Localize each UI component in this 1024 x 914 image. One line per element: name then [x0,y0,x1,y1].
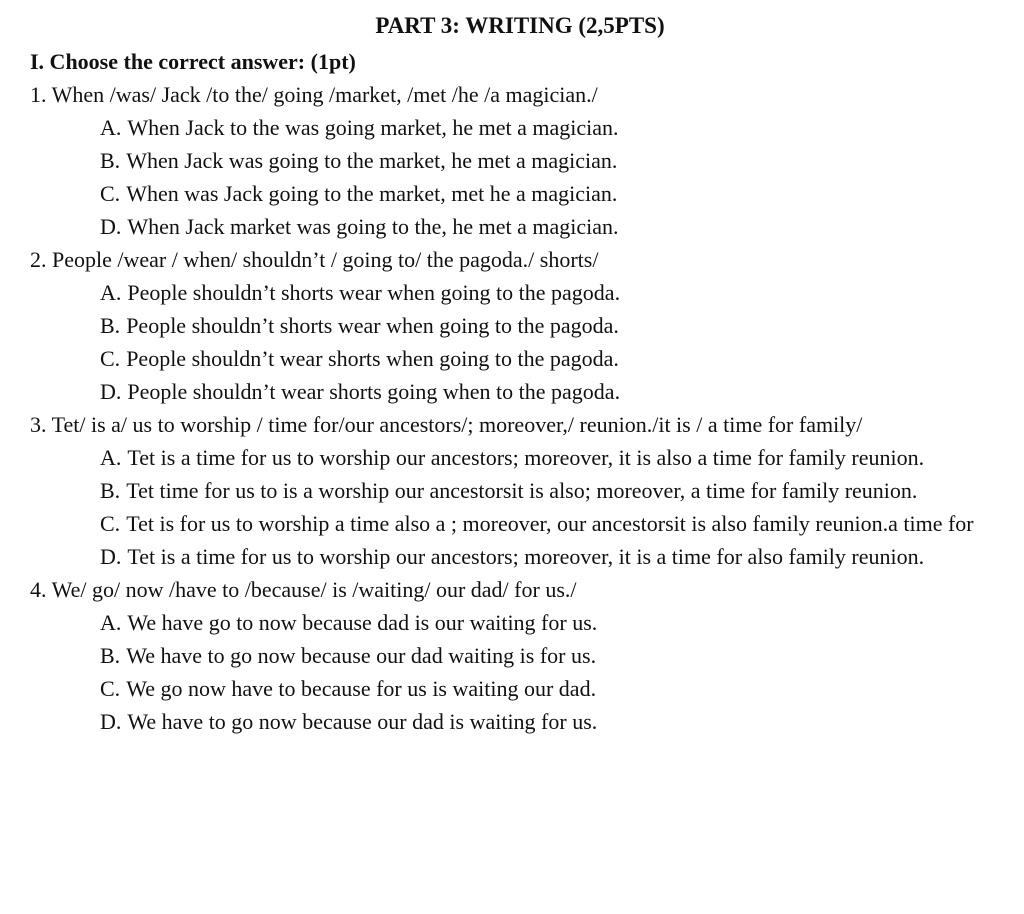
option-letter: D. [100,544,122,569]
options-list [30,276,1010,408]
question-1 [30,78,1010,243]
page-title: PART 3: WRITING (2,5PTS) [375,13,665,38]
option-letter: C. [100,346,121,371]
option-letter: A. [100,115,122,140]
option-letter: A. [100,445,122,470]
option-letter: D. [100,379,122,404]
option-text: Tet is a time for us to worship our ancestors; moreover, it is a time for also family reunion. [127,544,925,569]
question-3 [30,408,1010,573]
option-letter: D. [100,709,122,734]
option-a[interactable] [30,111,1010,144]
option-letter: A. [100,280,122,305]
option-d[interactable] [30,210,1010,243]
option-a[interactable] [30,441,1010,474]
option-c[interactable] [30,177,1010,210]
option-letter: B. [100,478,121,503]
option-d[interactable] [30,375,1010,408]
option-letter: D. [100,214,122,239]
option-c[interactable] [30,342,1010,375]
options-list [30,111,1010,243]
option-c[interactable] [30,507,1010,540]
options-list [30,606,1010,738]
option-letter: A. [100,610,122,635]
question-stem: 2. People /wear / when/ shouldn’t / going to/ the pagoda./ shorts/ [30,247,599,272]
option-a[interactable] [30,606,1010,639]
option-text: We have go to now because dad is our waiting for us. [127,610,598,635]
option-letter: B. [100,643,121,668]
option-letter: C. [100,511,121,536]
option-text: When Jack market was going to the, he met a magician. [127,214,619,239]
option-text: We go now have to because for us is waiting our dad. [126,676,597,701]
option-text: People shouldn’t wear shorts going when to the pagoda. [127,379,621,404]
option-letter: C. [100,181,121,206]
option-b[interactable] [30,309,1010,342]
option-letter: C. [100,676,121,701]
options-list [30,441,1010,573]
option-text: When Jack was going to the market, he met a magician. [126,148,618,173]
option-text: When was Jack going to the market, met he a magician. [126,181,618,206]
option-b[interactable] [30,144,1010,177]
option-d[interactable] [30,540,1010,573]
option-letter: B. [100,313,121,338]
option-text: Tet time for us to is a worship our ancestorsit is also; moreover, a time for family reunion. [126,478,918,503]
option-a[interactable] [30,276,1010,309]
option-text: Tet is a time for us to worship our ancestors; moreover, it is also a time for family reunion. [127,445,925,470]
question-stem: 1. When /was/ Jack /to the/ going /market, /met /he /a magician./ [30,82,598,107]
question-2 [30,243,1010,408]
option-b[interactable] [30,639,1010,672]
option-b[interactable] [30,474,1010,507]
option-text: People shouldn’t shorts wear when going to the pagoda. [127,280,621,305]
option-text: People shouldn’t wear shorts when going to the pagoda. [126,346,619,371]
option-letter: B. [100,148,121,173]
option-text: People shouldn’t shorts wear when going to the pagoda. [126,313,619,338]
question-stem: 3. Tet/ is a/ us to worship / time for/our ancestors/; moreover,/ reunion./it is / a time for family/ [30,412,863,437]
option-d[interactable] [30,705,1010,738]
option-text: Tet is for us to worship a time also a ; moreover, our ancestorsit is also family reunion.a time for [126,511,974,536]
option-text: We have to go now because our dad is waiting for us. [127,709,598,734]
section-heading: I. Choose the correct answer: (1pt) [30,49,356,74]
question-4 [30,573,1010,738]
option-text: We have to go now because our dad waiting is for us. [126,643,597,668]
option-c[interactable] [30,672,1010,705]
question-stem: 4. We/ go/ now /have to /because/ is /waiting/ our dad/ for us./ [30,577,577,602]
option-text: When Jack to the was going market, he met a magician. [127,115,619,140]
